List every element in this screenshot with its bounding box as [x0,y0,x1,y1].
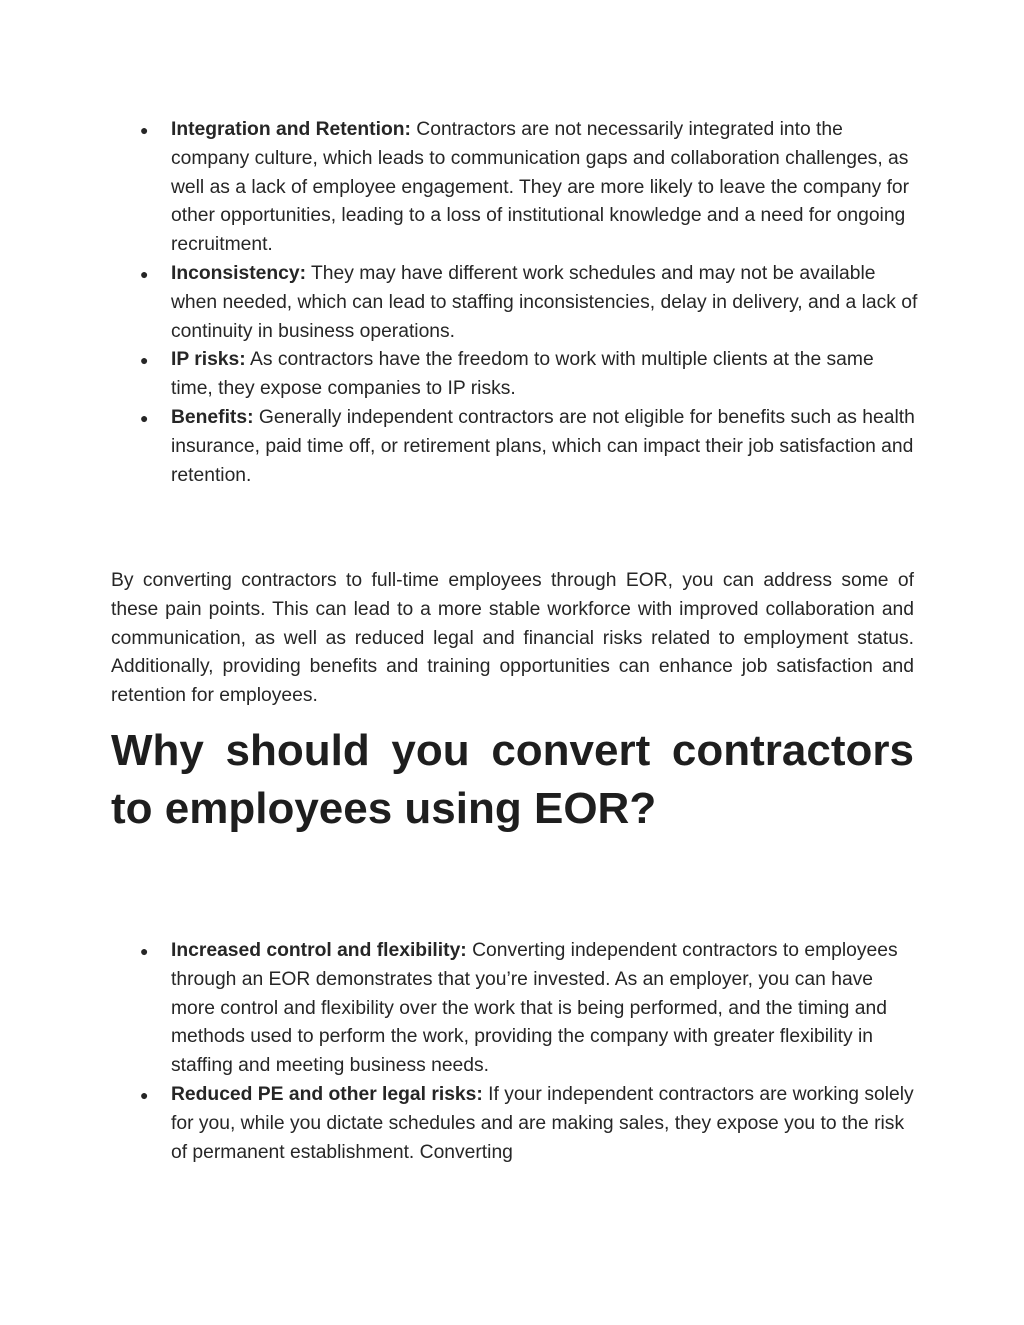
bullet-icon: ● [140,943,149,959]
list-item-term: Benefits: [171,406,254,428]
list-item-text: They may have different work schedules and may not be available when needed, which can lead to staffing inconsistencies, delay in delivery, and a lack of continuity in business operations. [171,262,918,342]
bullet-icon: ● [140,122,149,138]
list-item-text: If your independent contractors are working solely for you, while you dictate schedules and are making sales, they expose you to the risk of permanent establishment. Converting [171,1083,914,1163]
bullet-icon: ● [140,352,149,369]
list-item [138,346,918,404]
bullet-icon: ● [140,265,149,282]
body-paragraph: By converting contractors to full-time employees through EOR, you can address some of these pain points. This can lead to a more stable workforce with improved collaboration and communication, as well as reduced legal and financial risks related to employment status. Additionally, providing benefits and training opportunities can enhance job satisfaction and retention for employees. [111,570,914,707]
pain-points-list [138,116,918,490]
list-item-term: Reduced PE and other legal risks: [171,1083,483,1105]
list-item-term: IP risks: [171,349,246,371]
list-item-text: Generally independent contractors are not eligible for benefits such as health insurance, paid time off, or retirement plans, which can impact their job satisfaction and retention. [171,406,915,486]
list-item-term: Increased control and flexibility: [171,940,467,961]
list-item [138,260,918,346]
list-item-text: As contractors have the freedom to work with multiple clients at the same time, they expose companies to IP risks. [171,349,874,400]
list-item-term: Integration and Retention: [171,119,411,140]
list-item-text: Contractors are not necessarily integrated into the company culture, which leads to communication gaps and collaboration challenges, as well as a lack of employee engagement. They are more likely to leave the company for other opportunities, leading to a loss of institutional knowledge and a need for ongoing recruitment. [171,119,910,256]
section-heading: Why should you convert contractors to employees using EOR? [111,726,914,833]
list-item [138,937,918,1081]
list-item [138,404,918,490]
list-item [138,116,918,260]
list-item-text: Converting independent contractors to employees through an EOR demonstrates that you’re invested. As an employer, you can have more control and flexibility over the work that is being performed, and the timing and methods used to perform the work, providing the company with greater flexibility in staffing and meeting business needs. [171,940,898,1077]
bullet-icon: ● [140,1086,149,1103]
benefits-list [138,937,918,1167]
bullet-icon: ● [140,409,149,426]
list-item-term: Inconsistency: [171,262,307,284]
list-item [138,1081,918,1167]
